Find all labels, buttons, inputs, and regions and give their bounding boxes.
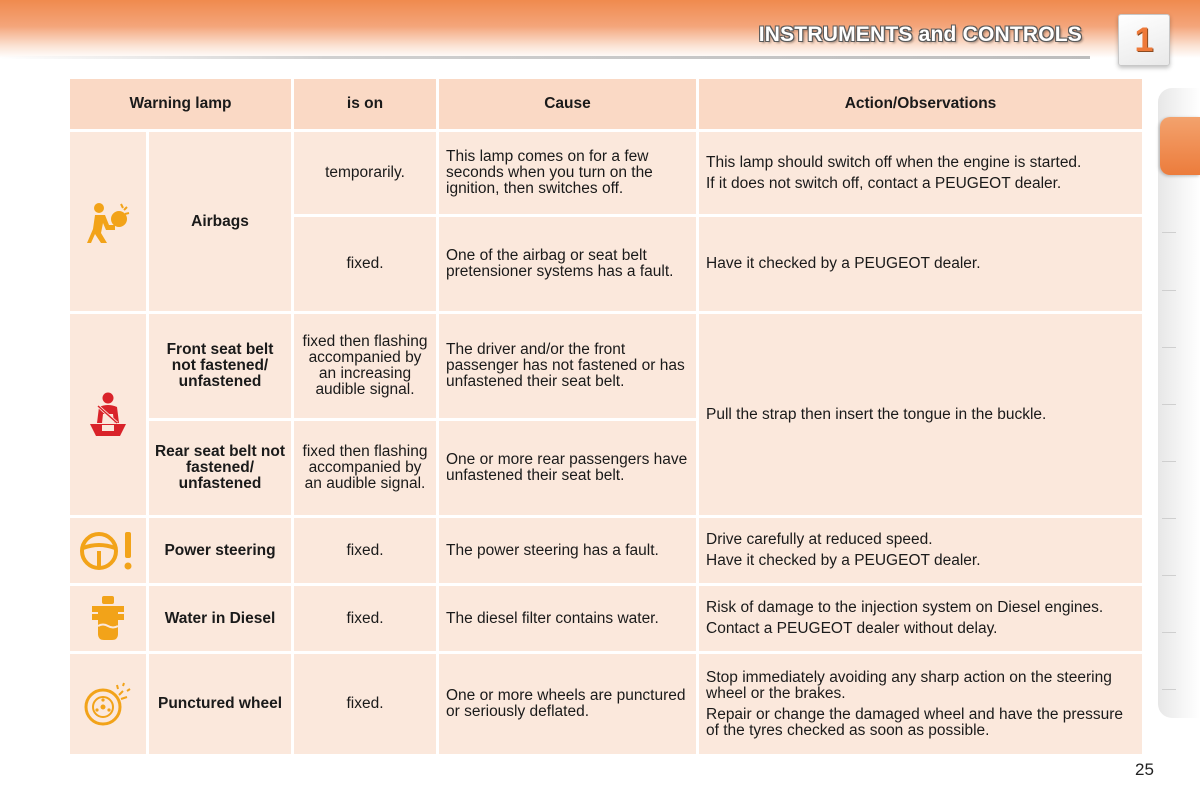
- action-text: Have it checked by a PEUGEOT dealer.: [706, 255, 981, 272]
- table-row: [70, 518, 1142, 583]
- chapter-tab-divider: [1162, 404, 1176, 405]
- chapter-tab-divider: [1162, 232, 1176, 233]
- seatbelt-icon-cell: [70, 314, 146, 515]
- punctured-wheel-icon-cell: [70, 654, 146, 754]
- action-cell: [699, 586, 1142, 651]
- table-row: [70, 654, 1142, 754]
- water-in-diesel-icon-cell: [70, 586, 146, 651]
- lamp-name-airbags: Airbags: [149, 132, 291, 311]
- chapter-tab-divider: [1162, 518, 1176, 519]
- page-title: INSTRUMENTS and CONTROLS: [758, 23, 1082, 46]
- is-on-cell: fixed.: [294, 217, 436, 311]
- chapter-tab-divider: [1162, 290, 1176, 291]
- cause-cell: The power steering has a fault.: [439, 518, 696, 583]
- lamp-name-water-in-diesel: Water in Diesel: [149, 586, 291, 651]
- header-is-on: is on: [294, 79, 436, 129]
- action-cell: [699, 314, 1142, 515]
- header-warning-lamp: Warning lamp: [70, 79, 291, 129]
- chapter-tab-divider: [1162, 461, 1176, 462]
- power-steering-icon-cell: [70, 518, 146, 583]
- airbag-warning-icon: [85, 199, 131, 245]
- warning-lamp-table-wrapper: [70, 79, 1130, 757]
- warning-lamp-table: [67, 76, 1145, 757]
- is-on-cell: temporarily.: [294, 132, 436, 214]
- cause-cell: The diesel filter contains water.: [439, 586, 696, 651]
- is-on-cell: fixed.: [294, 518, 436, 583]
- action-text: Pull the strap then insert the tongue in the buckle.: [706, 405, 1047, 423]
- action-text: Repair or change the damaged wheel and have the pressure of the tyres checked as soon as possible.: [706, 705, 1124, 739]
- table-row: [70, 314, 1142, 418]
- seatbelt-warning-icon: [86, 390, 130, 440]
- action-text: Risk of damage to the injection system on Diesel engines.: [706, 599, 1104, 616]
- action-cell: [699, 518, 1142, 583]
- cause-cell: The driver and/or the front passenger has not fastened or has unfastened their seat belt.: [439, 314, 696, 418]
- table-row: [70, 132, 1142, 214]
- lamp-name-rear-seat-belt: Rear seat belt not fastened/ unfastened: [149, 421, 291, 515]
- is-on-cell: fixed.: [294, 586, 436, 651]
- action-text: Have it checked by a PEUGEOT dealer.: [706, 552, 981, 569]
- lamp-name-punctured-wheel: Punctured wheel: [149, 654, 291, 754]
- is-on-cell: fixed then flashing accompanied by an audible signal.: [294, 421, 436, 515]
- action-cell: [699, 217, 1142, 311]
- table-row: [70, 586, 1142, 651]
- action-text: This lamp should switch off when the engine is started.: [706, 153, 1082, 171]
- chapter-tab-active[interactable]: [1160, 117, 1200, 175]
- chapter-tab-divider: [1162, 689, 1176, 690]
- action-cell: [699, 132, 1142, 214]
- header-divider: [0, 56, 1090, 59]
- header-action: Action/Observations: [699, 79, 1142, 129]
- power-steering-warning-icon: [77, 529, 139, 573]
- chapter-number: 1: [1134, 21, 1154, 59]
- action-cell: [699, 654, 1142, 754]
- is-on-cell: fixed then flashing accompanied by an increasing audible signal.: [294, 314, 436, 418]
- chapter-tab-divider: [1162, 575, 1176, 576]
- cause-cell: This lamp comes on for a few seconds when you turn on the ignition, then switches off.: [439, 132, 696, 214]
- is-on-cell: fixed.: [294, 654, 436, 754]
- cause-cell: One or more wheels are punctured or seriously deflated.: [439, 654, 696, 754]
- action-text: If it does not switch off, contact a PEUGEOT dealer.: [706, 174, 1062, 192]
- water-in-diesel-icon: [86, 594, 130, 644]
- cause-cell: One of the airbag or seat belt pretensioner systems has a fault.: [439, 217, 696, 311]
- punctured-wheel-icon: [83, 681, 133, 727]
- cause-cell: One or more rear passengers have unfastened their seat belt.: [439, 421, 696, 515]
- chapter-tab-divider: [1162, 347, 1176, 348]
- chapter-badge: [1118, 14, 1170, 66]
- action-text: Contact a PEUGEOT dealer without delay.: [706, 620, 998, 637]
- header-cause: Cause: [439, 79, 696, 129]
- page-number: 25: [1135, 760, 1154, 779]
- lamp-name-front-seat-belt: Front seat belt not fastened/ unfastened: [149, 314, 291, 418]
- chapter-tab-strip: [1158, 88, 1200, 718]
- action-text: Drive carefully at reduced speed.: [706, 531, 933, 548]
- table-header-row: [70, 79, 1142, 129]
- action-text: Stop immediately avoiding any sharp action on the steering wheel or the brakes.: [706, 668, 1112, 702]
- lamp-name-power-steering: Power steering: [149, 518, 291, 583]
- chapter-tab-divider: [1162, 632, 1176, 633]
- airbag-icon-cell: [70, 132, 146, 311]
